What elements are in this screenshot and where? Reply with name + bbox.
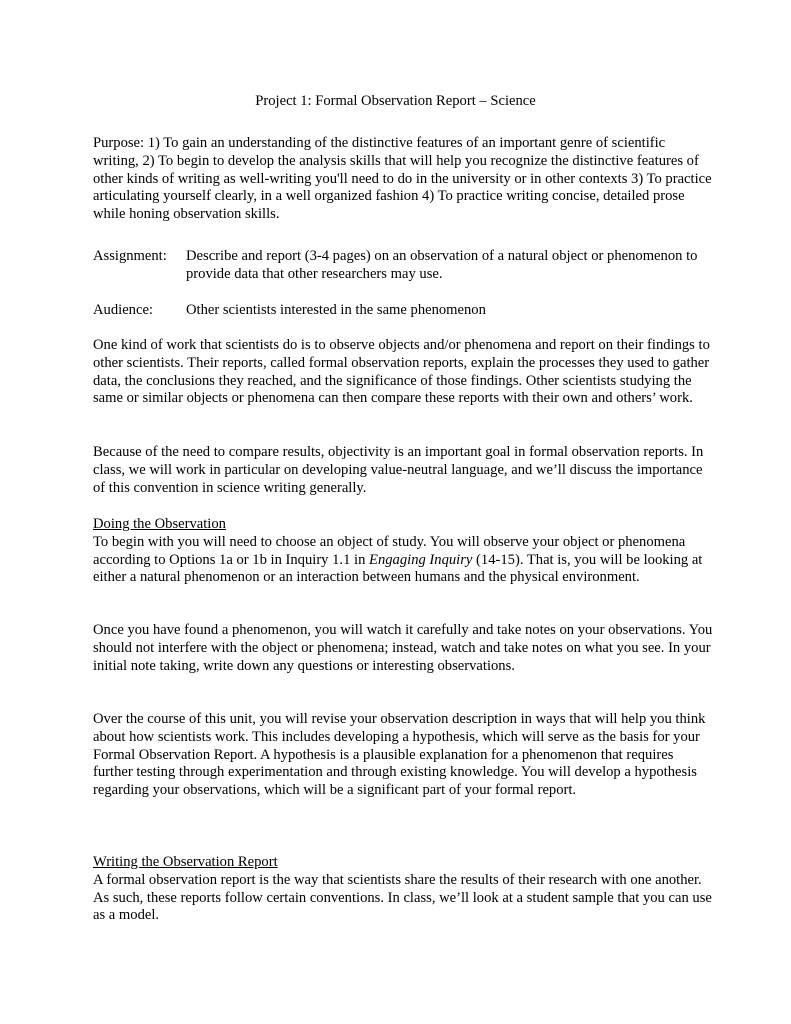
audience-row [93, 302, 713, 320]
hypothesis-paragraph: Over the course of this unit, you will revise your observation description in ways that will help you think about how scientists work. This includes developing a hypothesis, which will serve as the basis for your Formal Observation Report. A hypothesis is a plausible explanation for a phenomenon that requires further testing through experimentation and through existing knowledge. You will develop a hypothesis regarding your observations, which will be a significant part of your formal report. [93, 711, 706, 799]
writing-report-heading: Writing the Observation Report [93, 854, 278, 870]
intro-paragraph: One kind of work that scientists do is to observe objects and/or phenomena and report on their findings to other scientists. Their reports, called formal observation reports, explain the processes they used to gather data, the conclusions they reached, and the significance of those findings. Other scientists studying the same or similar objects or phenomena can then compare these reports with their own and others’ work. [93, 337, 710, 407]
writing-report-section [93, 854, 713, 925]
writing-report-paragraph: A formal observation report is the way that scientists share the results of their research with one another. As such, these reports follow certain conventions. In class, we’ll look at a student sample that you can use as a model. [93, 871, 712, 924]
assignment-row [93, 248, 713, 284]
doing-text-before: To begin with you will need to choose an object of study. You will observe your object or phenomena according to Options 1a or 1b in Inquiry 1.1 in [93, 533, 686, 568]
objectivity-paragraph: Because of the need to compare results, objectivity is an important goal in formal observation reports. In class, we will work in particular on developing value-neutral language, and we’ll discuss the importance of this convention in science writing generally. [93, 444, 704, 496]
doing-observation-heading: Doing the Observation [93, 516, 226, 532]
assignment-text: Describe and report (3-4 pages) on an observation of a natural object or phenomenon to provide data that other researchers may use. [186, 248, 698, 282]
doing-observation-section [93, 516, 713, 587]
audience-text: Other scientists interested in the same phenomenon [186, 302, 486, 318]
purpose-paragraph: Purpose: 1) To gain an understanding of the distinctive features of an important genre of scientific writing, 2) To begin to develop the analysis skills that will help you recognize the distinctive features of other kinds of writing as well-writing you'll need to do in the university or in other contexts 3) To practice articulating yourself clearly, in a well organized fashion 4) To practice writing concise, detailed prose while honing observation skills. [93, 135, 712, 223]
doing-observation-paragraph [93, 534, 713, 587]
doing-text-after: (14-15). That is, you will be looking at either a natural phenomenon or an interaction between humans and the physical environment. [93, 551, 703, 586]
note-taking-paragraph: Once you have found a phenomenon, you will watch it carefully and take notes on your observations. You should not interfere with the object or phenomena; instead, watch and take notes on what you see. In your initial note taking, write down any questions or interesting observations. [93, 622, 713, 674]
audience-label: Audience: [93, 302, 153, 318]
book-title: Engaging Inquiry [369, 551, 473, 568]
assignment-label: Assignment: [93, 248, 167, 264]
page-title: Project 1: Formal Observation Report – Science [255, 93, 536, 109]
